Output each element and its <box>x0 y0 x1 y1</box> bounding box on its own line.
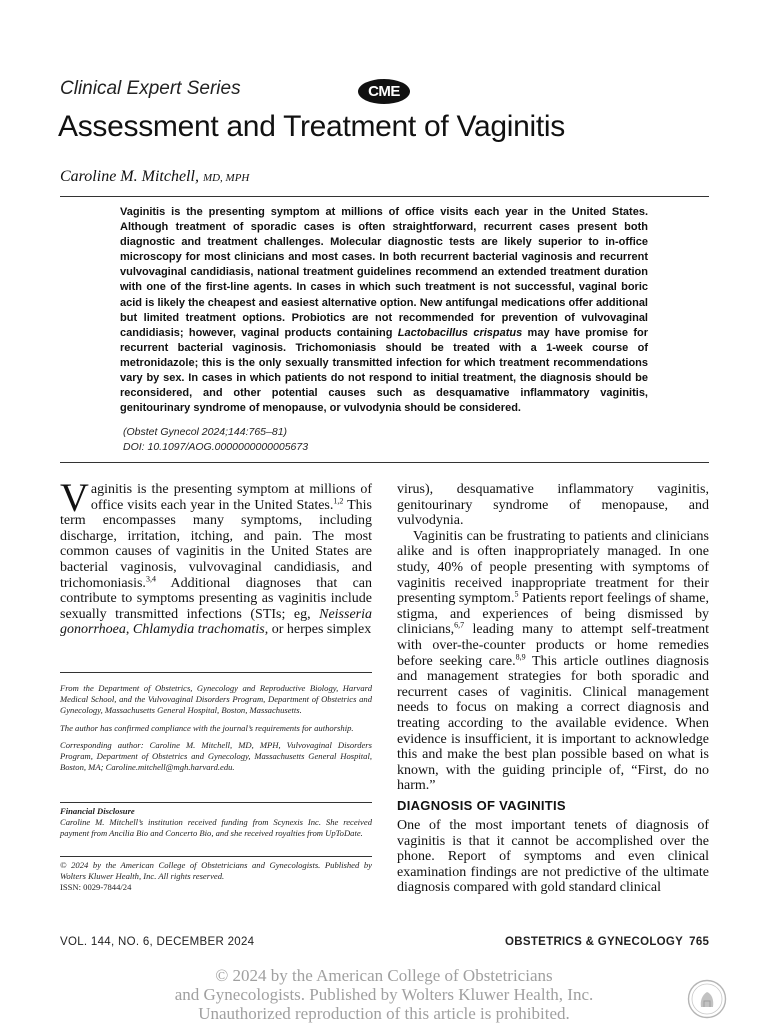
reference[interactable]: 8,9 <box>515 651 526 661</box>
abstract-part-1: Vaginitis is the presenting symptom at millions of office visits each year in the United States. Although treatment of sporadic cases is often straightforward, recurrent cases present both diagnostic and treatment challenges. Molecular diagnostic tests are likely superior to in-office microscopy for most clinicians and most cases. In both recurrent bacterial vaginosis and recurrent vulvovaginal candidiasis, national treatment guidelines recommend an extended treatment duration with one of the first-line agents. In cases in which such treatment is not successful, vaginal boric acid is likely the cheapest and easiest alternative option. New antifungal medications offer additional but limited treatment options. Probiotics are not recommended for prevention of vulvovaginal candidiasis; however, vaginal products containing <box>120 206 648 339</box>
acog-seal-icon <box>687 979 727 1019</box>
paragraph-frustration: Vaginitis can be frustrating to patients and clinicians alike and is often inappropriately managed. In one study, 40% of people presenting with symptoms of vaginitis received inappropriate treatment for their presenting symptom.$^5$ Patients report feelings of shame, stigma, and experiences of being dismissed by clinicians,$^{6,7}$ leading many to attempt self-treatment with over-the-counter products or home remedies before seeking care.$^{8,9}$ This article outlines diagnosis and management strategies for both sporadic and recurrent cases of vaginitis. Clinical management needs to focus on making a correct diagnosis and treating according to the available evidence. When evidence is insufficient, it is important to acknowledge this and make the best plan possible based on what is known, with the guiding principle of, “First, do no harm.” <box>397 528 709 794</box>
header-divider <box>60 196 709 197</box>
journal-citation: (Obstet Gynecol 2024;144:765–81) <box>123 426 288 438</box>
article-title: Assessment and Treatment of Vaginitis <box>58 110 565 143</box>
author-name: Caroline M. Mitchell, <box>60 168 199 185</box>
reference[interactable]: 6,7 <box>454 620 465 630</box>
copyright-divider <box>60 856 372 857</box>
abstract-part-2: may have promise for recurrent bacterial vaginosis. Trichomoniasis should be treated with a 1-week course of metronidazole; this is the only sexually transmitted infection for which treatment recommendations vary by sex. In cases in which patients do not respond to initial treatment, the diagnosis should be reconsidered, and other potential causes such as desquamative inflammatory vaginitis, genitourinary syndrome of menopause, or vulvodynia should be considered. <box>120 326 648 415</box>
footnotes <box>60 683 372 779</box>
reference[interactable]: 1,2 <box>333 495 344 505</box>
affiliation-note: From the Department of Obstetrics, Gynecology and Reproductive Biology, Harvard Medical School, and the Vulvovaginal Disorders Program, Department of Obstetrics and Gynecology, Massachusetts General Hospital, Boston, Massachusetts. <box>60 683 372 716</box>
financial-disclosure <box>60 806 372 846</box>
copyright-watermark: © 2024 by the American College of Obstetricians and Gynecologists. Published by Wolters Kluwer Health, Inc. Unauthorized reproduction of this article is prohibited. <box>174 966 594 1023</box>
compliance-note: The author has confirmed compliance with the journal’s requirements for authorship. <box>60 722 354 733</box>
doi: DOI: 10.1097/AOG.0000000000005673 <box>123 441 309 453</box>
diagnosis-paragraph: One of the most important tenets of diagnosis of vaginitis is that it cannot be accomplished over the phone. Report of symptoms and even clinical examination findings are not predictive of the ultimate diagnosis compared with gold standard clinical <box>397 818 709 896</box>
drop-cap: V <box>60 475 89 520</box>
paragraph-continued: virus), desquamative inflammatory vaginitis, genitourinary syndrome of menopause, and vulvodynia. <box>397 482 709 529</box>
issn: ISSN: 0029-7844/24 <box>60 882 132 893</box>
section-heading: DIAGNOSIS OF VAGINITIS <box>397 798 566 813</box>
intro-paragraph: Vaginitis is the presenting symptom at millions of office visits each year in the United States.$^{1,2}$ This term encompasses many symptoms, including discharge, irritation, itching, and pain. The most common causes of vaginitis in the United States are bacterial vaginosis, vulvovaginal candidiasis, and trichomoniasis.$^{3,4}$ Additional diagnoses that can contribute to symptoms presenting as vaginitis include sexually transmitted infections (STIs; eg, Neisseria gonorrhoea, Chlamydia trachomatis, or herpes simplex <box>60 475 372 638</box>
corresponding-author-note: Corresponding author: Caroline M. Mitchell, MD, MPH, Vulvovaginal Disorders Program, Department of Obstetrics and Gynecology, Massachusetts General Hospital, Boston, MA; Caroline.mitchell@mgh.harvard.edu. <box>60 739 372 773</box>
issue-info: VOL. 144, NO. 6, DECEMBER 2024 <box>60 936 255 948</box>
journal-footer <box>505 936 709 948</box>
abstract-divider <box>60 462 709 463</box>
reference[interactable]: 3,4 <box>145 573 156 583</box>
organism-name: Chlamydia trachomatis <box>132 622 265 638</box>
body-left-column <box>60 475 372 638</box>
organism-name: Neisseria gonorrhoea <box>60 606 372 638</box>
copyright-note: © 2024 by the American College of Obstetricians and Gynecologists. Published by Wolters Kluwer Health, Inc. All rights reserved. <box>60 860 372 882</box>
copyright-block <box>60 860 372 894</box>
abstract <box>120 205 648 416</box>
author-credentials: MD, MPH <box>202 172 250 184</box>
author-line <box>60 168 249 186</box>
abstract-species: Lactobacillus crispatus <box>397 326 523 339</box>
disclosure-heading: Financial Disclosure <box>60 806 135 816</box>
cme-badge: CME <box>358 79 410 104</box>
disclosure-text: Caroline M. Mitchell’s institution received funding from Scynexis Inc. She received payment from Ancilia Bio and Concerto Bio, and she received royalties from UpToDate. <box>60 817 372 839</box>
series-label: Clinical Expert Series <box>60 78 241 99</box>
page-number: 765 <box>689 936 710 948</box>
reference[interactable]: 5 <box>514 589 519 599</box>
footnote-divider <box>60 672 372 673</box>
disclosure-divider <box>60 802 372 803</box>
body-right-column <box>397 482 709 794</box>
journal-name: OBSTETRICS & GYNECOLOGY <box>505 936 684 948</box>
